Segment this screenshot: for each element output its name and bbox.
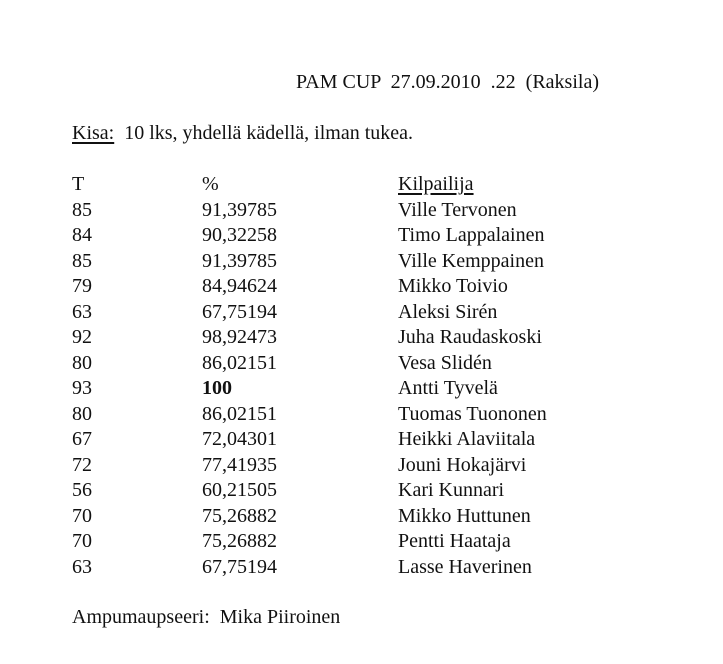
competitor-cell: Jouni Hokajärvi <box>398 453 527 476</box>
percent-cell: 75,26882 <box>202 530 277 552</box>
percent-cell: 86,02151 <box>202 402 277 425</box>
competitor-cell: Ville Tervonen <box>398 198 517 221</box>
competitor-cell: Lasse Haverinen <box>398 555 532 578</box>
header-percent: % <box>202 173 219 195</box>
score-cell: 63 <box>72 300 92 323</box>
score-cell: 85 <box>72 249 92 272</box>
score-cell: 67 <box>72 428 92 450</box>
competitor-cell: Kari Kunnari <box>398 479 505 501</box>
percent-cell: 75,26882 <box>202 504 277 527</box>
score-cell: 85 <box>72 198 92 221</box>
competitor-cell: Antti Tyvelä <box>398 377 498 399</box>
percent-cell: 77,41935 <box>202 453 277 476</box>
score-cell: 93 <box>72 377 92 399</box>
header-competitor: Kilpailija <box>398 173 474 195</box>
percent-cell: 86,02151 <box>202 351 277 374</box>
percent-cell: 91,39785 <box>202 198 277 221</box>
header-score: T <box>72 173 85 195</box>
competition-line <box>72 121 413 145</box>
competitor-cell: Tuomas Tuononen <box>398 402 547 425</box>
percent-cell: 60,21505 <box>202 479 277 501</box>
score-cell: 70 <box>72 504 92 527</box>
score-cell: 84 <box>72 224 92 246</box>
competitor-cell: Heikki Alaviitala <box>398 428 536 450</box>
score-cell: 56 <box>72 479 92 501</box>
percent-cell: 91,39785 <box>202 249 277 272</box>
document-title: PAM CUP 27.09.2010 .22 (Raksila) <box>296 71 599 93</box>
competitor-cell: Juha Raudaskoski <box>398 326 542 348</box>
percent-cell: 90,32258 <box>202 224 277 246</box>
competition-label: Kisa: <box>72 122 115 144</box>
percent-cell: 100 <box>202 377 232 399</box>
range-officer: Ampumaupseeri: Mika Piiroinen <box>72 606 341 628</box>
percent-cell: 67,75194 <box>202 555 277 578</box>
score-cell: 80 <box>72 351 92 374</box>
competitor-cell: Timo Lappalainen <box>398 224 545 246</box>
score-cell: 63 <box>72 555 92 578</box>
percent-cell: 98,92473 <box>202 326 277 348</box>
competitor-cell: Mikko Huttunen <box>398 504 531 527</box>
score-cell: 92 <box>72 326 92 348</box>
score-cell: 79 <box>72 275 92 297</box>
percent-cell: 67,75194 <box>202 300 277 323</box>
score-cell: 80 <box>72 402 92 425</box>
percent-cell: 72,04301 <box>202 428 277 450</box>
competition-description: 10 lks, yhdellä kädellä, ilman tukea. <box>124 122 414 144</box>
score-cell: 70 <box>72 530 92 552</box>
competitor-cell: Vesa Slidén <box>398 351 492 374</box>
percent-cell: 84,94624 <box>202 275 277 297</box>
competitor-cell: Aleksi Sirén <box>398 300 498 323</box>
score-cell: 72 <box>72 453 92 476</box>
competitor-cell: Pentti Haataja <box>398 530 511 552</box>
competitor-cell: Mikko Toivio <box>398 275 508 297</box>
competitor-cell: Ville Kemppainen <box>398 249 544 272</box>
